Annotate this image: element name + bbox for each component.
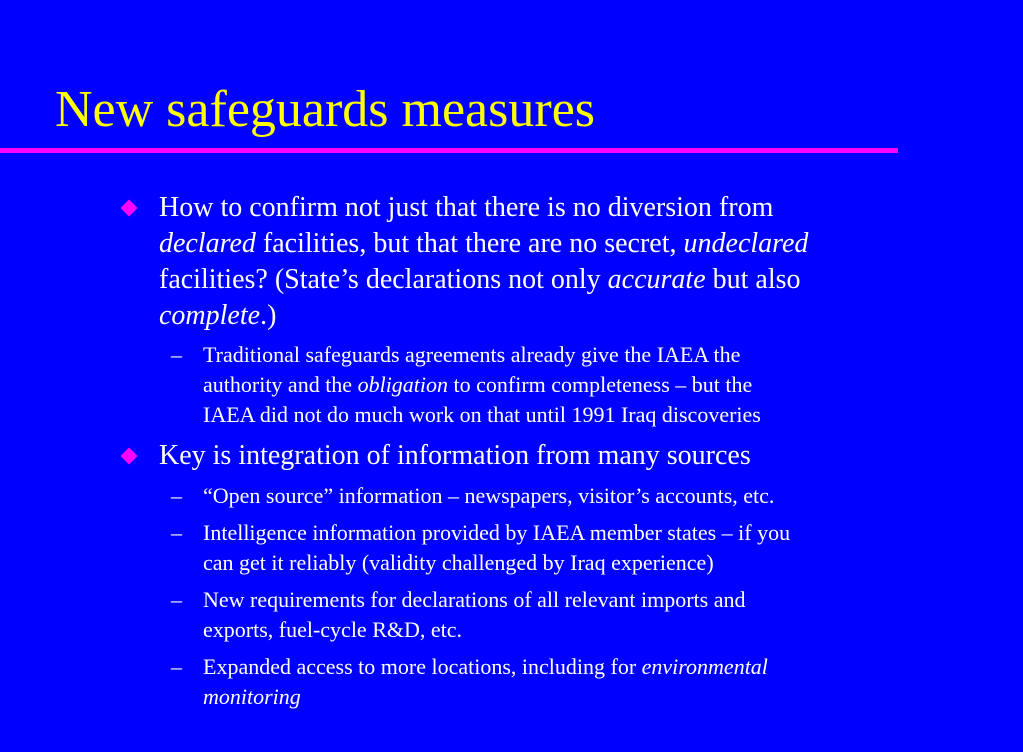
bullet-text: facilities? (State’s declarations not only xyxy=(159,264,608,295)
sub-bullet-line xyxy=(203,548,963,578)
bullet-text: facilities, but that there are no secret, xyxy=(255,228,684,259)
sub-bullet-item xyxy=(171,585,963,645)
sub-bullet-italic-text: obligation xyxy=(357,372,449,397)
title-underline xyxy=(0,148,898,153)
sub-bullet-line xyxy=(203,518,963,548)
dash-bullet-icon: – xyxy=(171,654,182,679)
sub-bullet-text: Traditional safeguards agreements already give the IAEA the xyxy=(203,342,741,367)
sub-bullet-line xyxy=(203,400,963,430)
bullet-italic-text: complete xyxy=(159,300,261,331)
sub-bullet-text: authority and the xyxy=(203,372,358,397)
bullet-text: but also xyxy=(705,264,801,295)
sub-bullet-text: “Open source” information – newspapers, visitor’s accounts, etc. xyxy=(203,483,775,508)
bullet-line xyxy=(159,226,959,262)
bullet-line xyxy=(159,438,959,474)
sub-bullet-line xyxy=(203,370,963,400)
sub-bullet-italic-text: monitoring xyxy=(203,684,301,709)
sub-bullet-item xyxy=(171,652,963,712)
bullet-line xyxy=(159,298,959,334)
sub-bullet-line xyxy=(203,615,963,645)
bullet-italic-text: accurate xyxy=(607,264,706,295)
sub-bullet-item xyxy=(171,340,963,430)
sub-bullet-item xyxy=(171,518,963,578)
bullet-text: .) xyxy=(260,300,277,331)
sub-bullet-line xyxy=(203,585,963,615)
bullet-italic-text: declared xyxy=(159,228,256,259)
bullet-line xyxy=(159,190,959,226)
diamond-bullet-icon xyxy=(121,200,138,217)
sub-bullet-text: Expanded access to more locations, including for xyxy=(203,654,642,679)
bullet-text: Key is integration of information from many sources xyxy=(159,440,751,471)
bullet-line xyxy=(159,262,959,298)
dash-bullet-icon: – xyxy=(171,483,182,508)
dash-bullet-icon: – xyxy=(171,587,182,612)
sub-bullet-line xyxy=(203,340,963,370)
dash-bullet-icon: – xyxy=(171,342,182,367)
bullet-italic-text: undeclared xyxy=(683,228,809,259)
sub-bullet-line xyxy=(203,652,963,682)
sub-bullet-text: exports, fuel-cycle R&D, etc. xyxy=(203,617,463,642)
sub-bullet-line xyxy=(203,481,963,511)
bullet-text: How to confirm not just that there is no diversion from xyxy=(159,192,774,223)
bullet-item xyxy=(159,438,959,474)
sub-bullet-item xyxy=(171,481,963,511)
slide-title: New safeguards measures xyxy=(55,81,596,138)
sub-bullet-text: can get it reliably (validity challenged by Iraq experience) xyxy=(203,550,714,575)
sub-bullet-italic-text: environmental xyxy=(641,654,768,679)
diamond-bullet-icon xyxy=(121,448,138,465)
sub-bullet-text: New requirements for declarations of all relevant imports and xyxy=(203,587,746,612)
dash-bullet-icon: – xyxy=(171,520,182,545)
sub-bullet-text: to confirm completeness – but the xyxy=(448,372,753,397)
bullet-item xyxy=(159,190,959,334)
sub-bullet-line xyxy=(203,682,963,712)
sub-bullet-text: IAEA did not do much work on that until 1991 Iraq discoveries xyxy=(203,402,761,427)
sub-bullet-text: Intelligence information provided by IAEA member states – if you xyxy=(203,520,791,545)
